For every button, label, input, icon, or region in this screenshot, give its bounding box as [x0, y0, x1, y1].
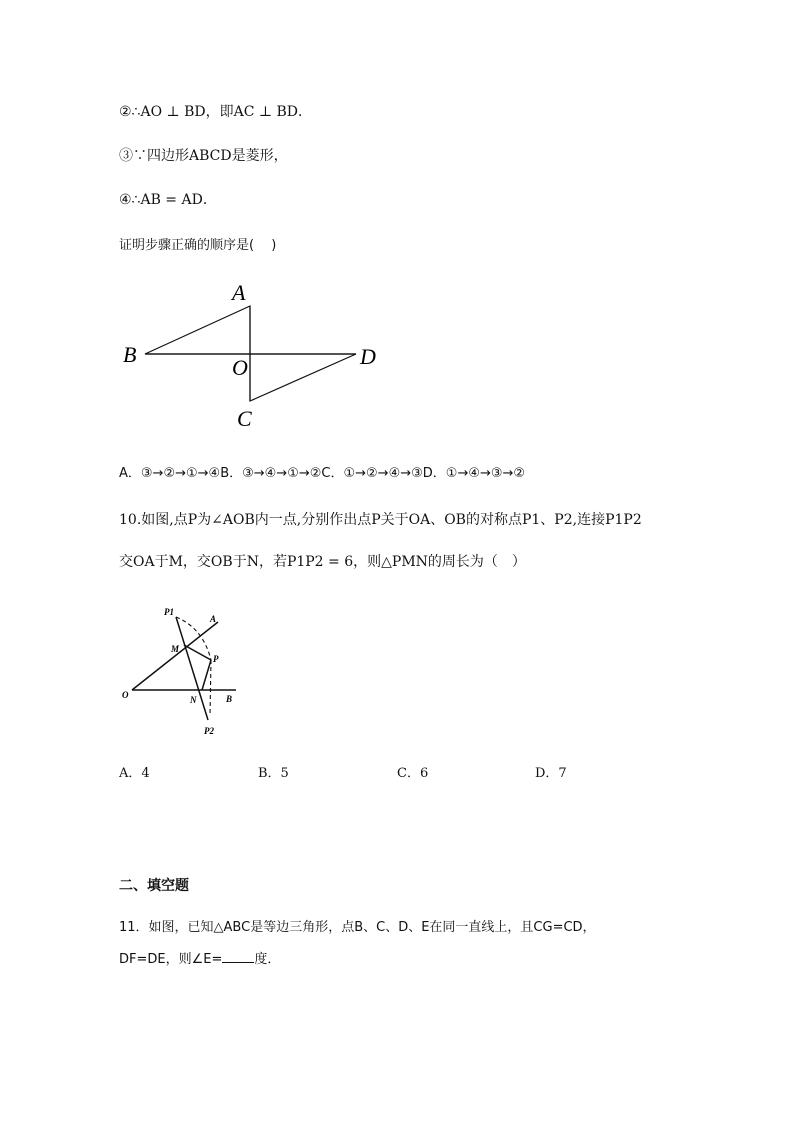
q9-step-4: ④∴AB = AD．	[119, 192, 217, 208]
dashed-p1p	[176, 617, 211, 660]
label-m: M	[171, 644, 180, 654]
rhombus-figure	[115, 278, 395, 433]
q10-option-b: B．5	[258, 766, 289, 781]
q9-question: 证明步骤正确的顺序是( )	[119, 238, 277, 253]
q9-options: A．③→②→①→④B．③→④→①→②C．①→②→④→③D．①→④→③→②	[119, 466, 526, 481]
label-d: D	[360, 344, 376, 369]
label-c: C	[237, 406, 252, 431]
q9-step-3: ③∵四边形ABCD是菱形，	[119, 148, 288, 164]
q11-line-1: 11．如图，已知△ABC是等边三角形，点B、C、D、E在同一直线上，且CG=CD，	[119, 920, 596, 935]
label-a: A	[232, 280, 246, 305]
answer-blank[interactable]	[222, 948, 254, 963]
q10-line-2: 交OA于M，交OB于N，若P1P2 = 6，则△PMN的周长为（ ）	[119, 554, 526, 570]
label-b: B	[226, 694, 233, 704]
q11-line-2-text: DF=DE，则∠E=	[119, 952, 223, 967]
label-o: O	[232, 355, 248, 380]
label-p: P	[213, 654, 219, 664]
q10-option-c: C．6	[397, 766, 429, 781]
label-o: O	[122, 690, 129, 700]
q10-option-d: D．7	[535, 766, 567, 781]
angle-aob-figure	[118, 600, 248, 740]
section-title: 二、填空题	[119, 878, 189, 894]
label-n: N	[190, 695, 197, 705]
label-b: B	[123, 342, 137, 367]
q10-line-1: 10.如图,点P为∠AOB内一点,分别作出点P关于OA、OB的对称点P1、P2,连接P1P2	[119, 512, 642, 528]
label-a: A	[210, 614, 217, 624]
q9-step-2: ②∴AO ⊥ BD，即AC ⊥ BD．	[119, 104, 313, 120]
label-p1: P1	[164, 607, 174, 617]
dashed-pp2	[210, 660, 211, 715]
segment-np	[202, 660, 211, 690]
label-p2: P2	[204, 726, 214, 736]
q10-option-a: A．4	[119, 766, 150, 781]
q11-line-2-end: 度．	[254, 952, 281, 967]
q11-line-2	[119, 948, 280, 970]
